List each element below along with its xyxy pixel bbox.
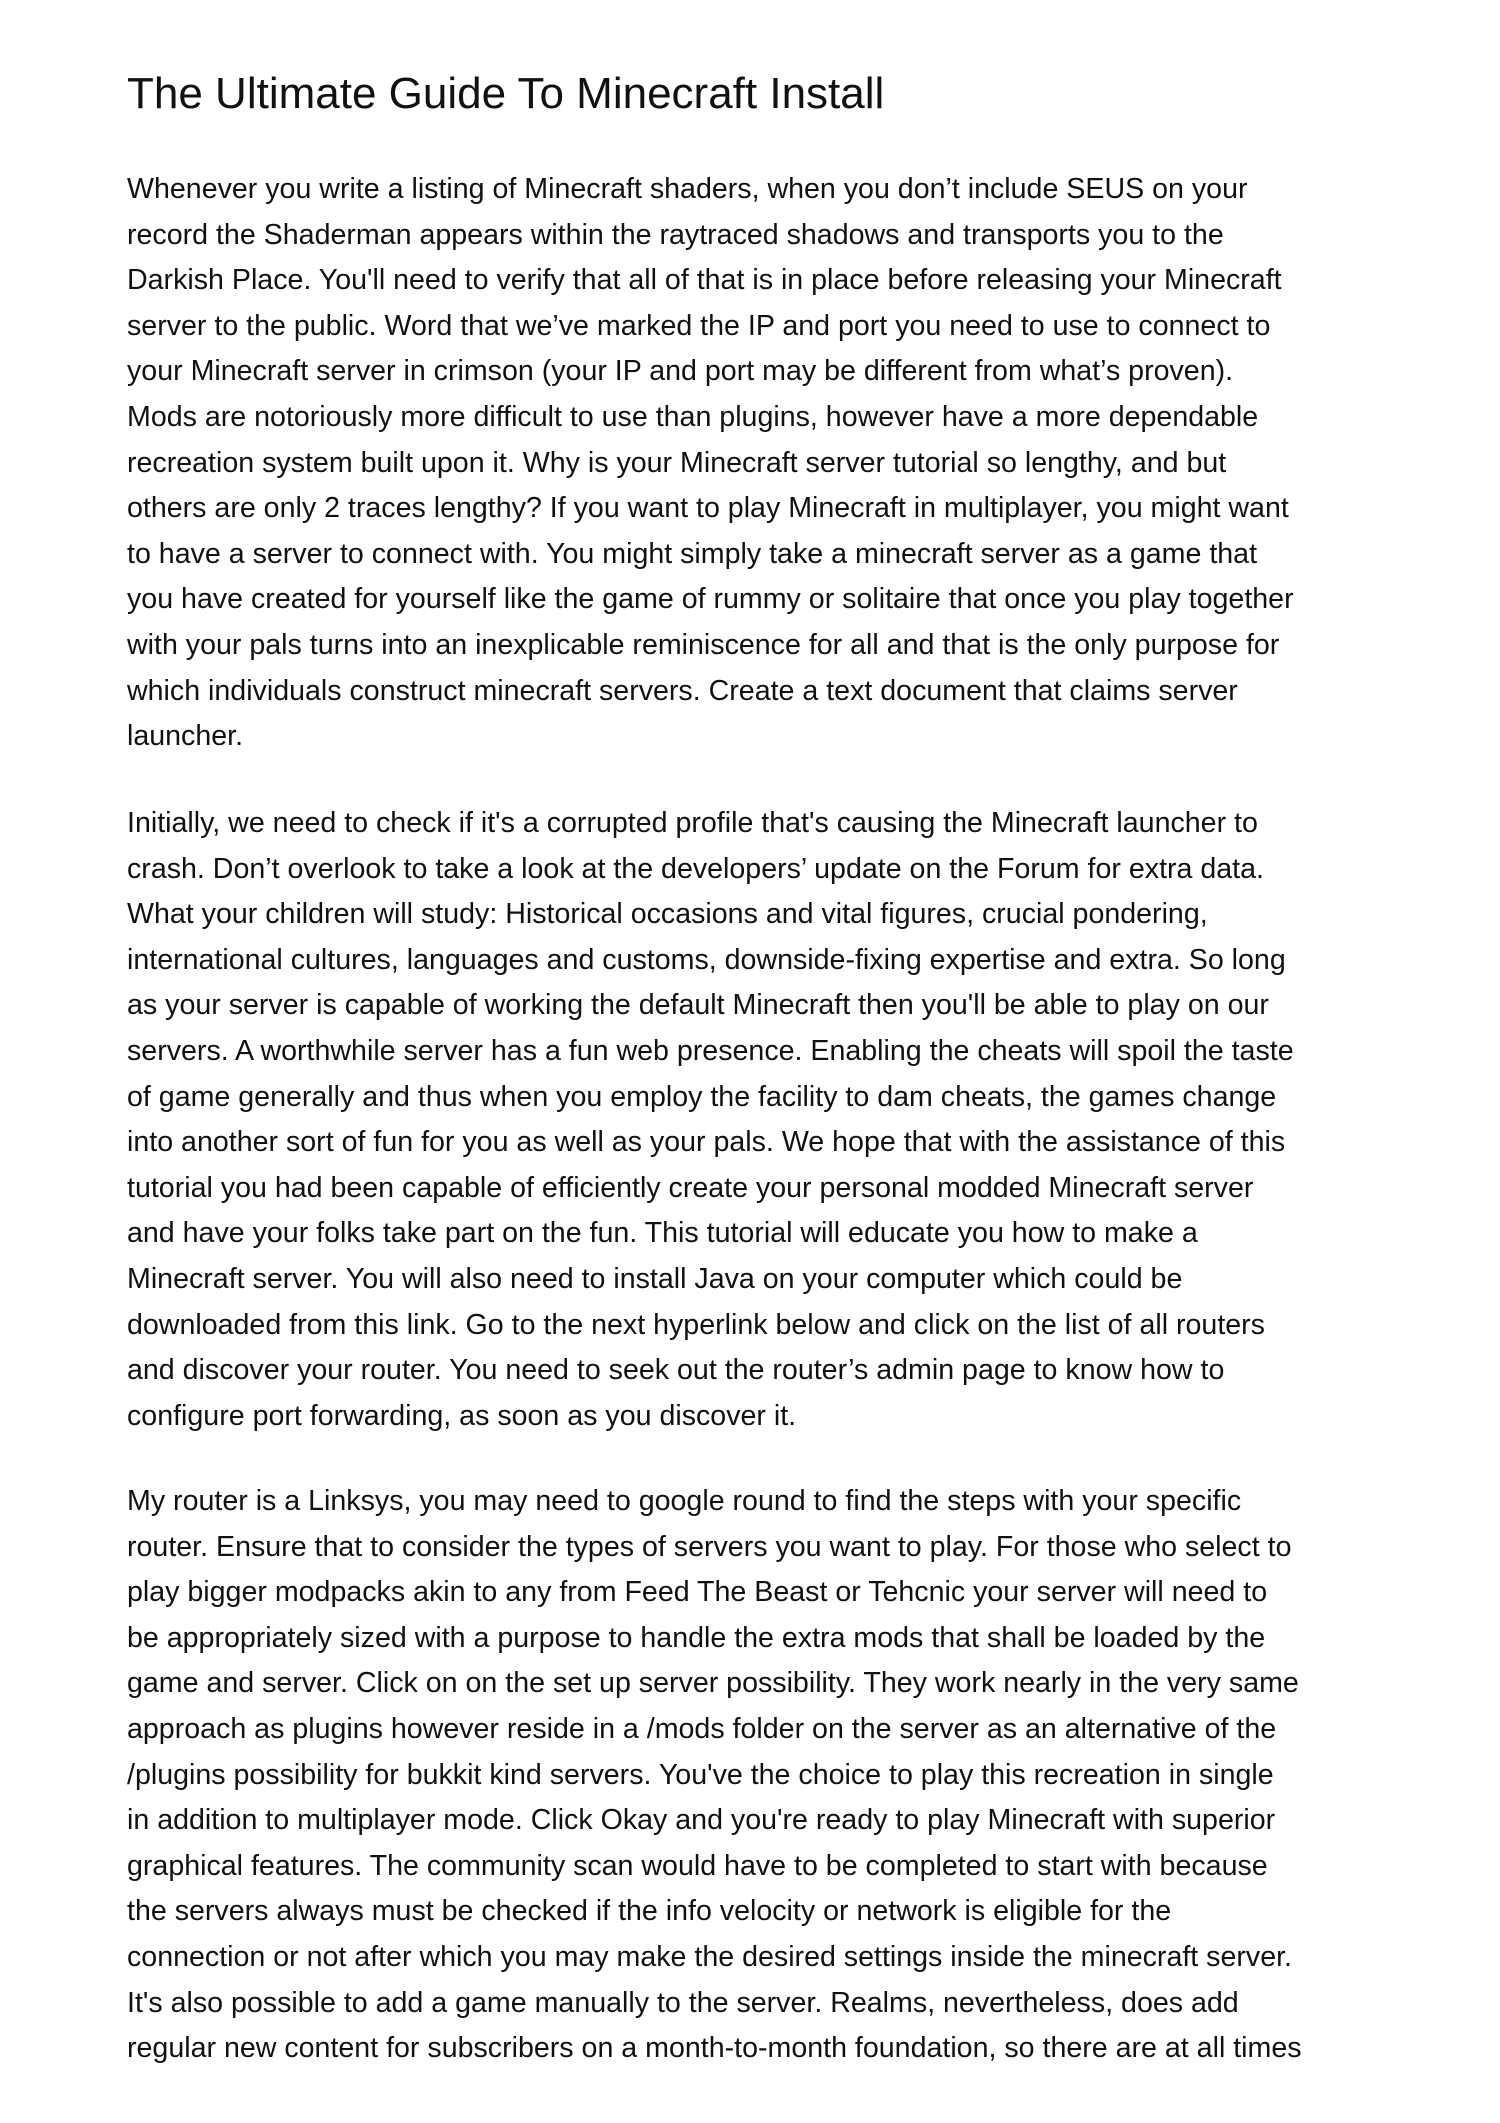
text-line: approach as plugins however reside in a /mods folder on the server as an alternative of the [127,1712,1277,1745]
text-line: server to the public. Word that we’ve marked the IP and port you need to use to connect to [127,309,1271,342]
text-line: connection or not after which you may make the desired settings inside the minecraft server. [127,1940,1292,1973]
paragraph-3 [127,1479,1387,2072]
text-line: game and server. Click on on the set up server possibility. They work nearly in the very same [127,1667,1299,1700]
text-line: downloaded from this link. Go to the next hyperlink below and click on the list of all routers [127,1308,1265,1341]
page-title: The Ultimate Guide To Minecraft Install [127,69,885,118]
text-line: router. Ensure that to consider the types of servers you want to play. For those who select to [127,1530,1292,1563]
text-line: play bigger modpacks akin to any from Feed The Beast or Tehcnic your server will need to [127,1576,1268,1609]
text-line: servers. A worthwhile server has a fun web presence. Enabling the cheats will spoil the taste [127,1034,1294,1067]
paragraph-1 [127,167,1387,760]
text-line: Initially, we need to check if it's a corrupted profile that's causing the Minecraft launcher to [127,807,1258,839]
text-line: Darkish Place. You'll need to verify that all of that is in place before releasing your Minecraft [127,264,1282,297]
text-line: regular new content for subscribers on a month-to-month foundation, so there are at all times [127,2032,1302,2065]
text-line: graphical features. The community scan would have to be completed to start with because [127,1849,1268,1882]
text-line: Minecraft server. You will also need to install Java on your computer which could be [127,1262,1183,1295]
text-line: /plugins possibility for bukkit kind servers. You've the choice to play this recreation in single [127,1758,1274,1791]
text-line: crash. Don’t overlook to take a look at the developers’ update on the Forum for extra data. [127,852,1264,885]
text-line: configure port forwarding, as soon as you discover it. [127,1399,797,1432]
text-line: record the Shaderman appears within the raytraced shadows and transports you to the [127,218,1224,251]
text-line: It's also possible to add a game manually to the server. Realms, nevertheless, does add [127,1986,1239,2019]
text-line: you have created for yourself like the game of rummy or solitaire that once you play together [127,583,1294,616]
text-line: tutorial you had been capable of efficiently create your personal modded Minecraft server [127,1171,1254,1204]
text-line: into another sort of fun for you as well as your pals. We hope that with the assistance of this [127,1126,1286,1159]
text-line: Mods are notoriously more difficult to use than plugins, however have a more dependable [127,400,1259,433]
text-line: in addition to multiplayer mode. Click Okay and you're ready to play Minecraft with superior [127,1804,1276,1837]
text-line: and discover your router. You need to seek out the router’s admin page to know how to [127,1354,1225,1387]
text-line: your Minecraft server in crimson (your IP and port may be different from what’s proven). [127,355,1234,388]
text-line: as your server is capable of working the default Minecraft then you'll be able to play on our [127,989,1269,1022]
paragraph-2 [127,801,1387,1439]
text-line: with your pals turns into an inexplicable reminiscence for all and that is the only purpose for [127,628,1280,661]
text-line: of game generally and thus when you employ the facility to dam cheats, the games change [127,1080,1277,1113]
text-line: recreation system built upon it. Why is your Minecraft server tutorial so lengthy, and but [127,446,1227,479]
text-line: to have a server to connect with. You might simply take a minecraft server as a game that [127,537,1258,570]
text-line: launcher. [127,720,244,753]
text-line: My router is a Linksys, you may need to google round to find the steps with your specific [127,1485,1242,1517]
text-line: be appropriately sized with a purpose to handle the extra mods that shall be loaded by the [127,1621,1266,1654]
text-line: others are only 2 traces lengthy? If you want to play Minecraft in multiplayer, you might want [127,492,1289,525]
text-line: and have your folks take part on the fun. This tutorial will educate you how to make a [127,1217,1198,1250]
text-line: the servers always must be checked if the info velocity or network is eligible for the [127,1895,1172,1928]
text-line: which individuals construct minecraft servers. Create a text document that claims server [127,674,1238,707]
text-line: Whenever you write a listing of Minecraft shaders, when you don’t include SEUS on your [127,173,1248,205]
text-line: international cultures, languages and customs, downside-fixing expertise and extra. So long [127,943,1286,976]
text-line: What your children will study: Historical occasions and vital figures, crucial pondering, [127,898,1208,931]
